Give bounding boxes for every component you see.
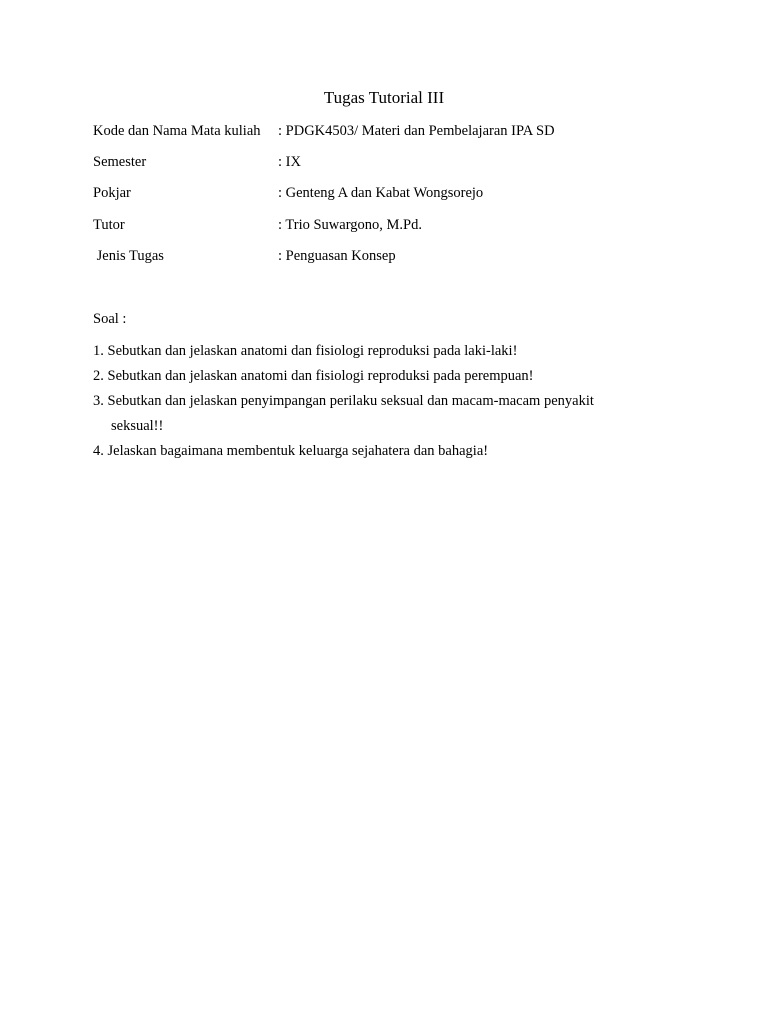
info-label-pokjar: Pokjar <box>93 185 131 201</box>
info-value-jenis-tugas: : Penguasan Konsep <box>278 248 396 264</box>
info-value-tutor: : Trio Suwargono, M.Pd. <box>278 217 422 233</box>
document-title: Tugas Tutorial III <box>323 88 445 107</box>
question-1: 1. Sebutkan dan jelaskan anatomi dan fisiologi reproduksi pada laki-laki! <box>93 343 518 359</box>
question-3: 3. Sebutkan dan jelaskan penyimpangan perilaku seksual dan macam-macam penyakit <box>93 393 594 409</box>
soal-heading: Soal : <box>93 311 127 327</box>
info-label-tutor: Tutor <box>93 217 125 233</box>
question-3-continuation: seksual!! <box>111 418 164 434</box>
info-value-pokjar: : Genteng A dan Kabat Wongsorejo <box>278 185 484 201</box>
info-label-jenis-tugas: Jenis Tugas <box>93 248 164 264</box>
question-4: 4. Jelaskan bagaimana membentuk keluarga sejahatera dan bahagia! <box>93 443 489 459</box>
question-2: 2. Sebutkan dan jelaskan anatomi dan fisiologi reproduksi pada perempuan! <box>93 368 534 384</box>
info-value-course: : PDGK4503/ Materi dan Pembelajaran IPA SD <box>278 123 555 139</box>
info-label-course: Kode dan Nama Mata kuliah <box>93 123 261 139</box>
info-value-semester: : IX <box>278 154 301 170</box>
info-label-semester: Semester <box>93 154 147 170</box>
